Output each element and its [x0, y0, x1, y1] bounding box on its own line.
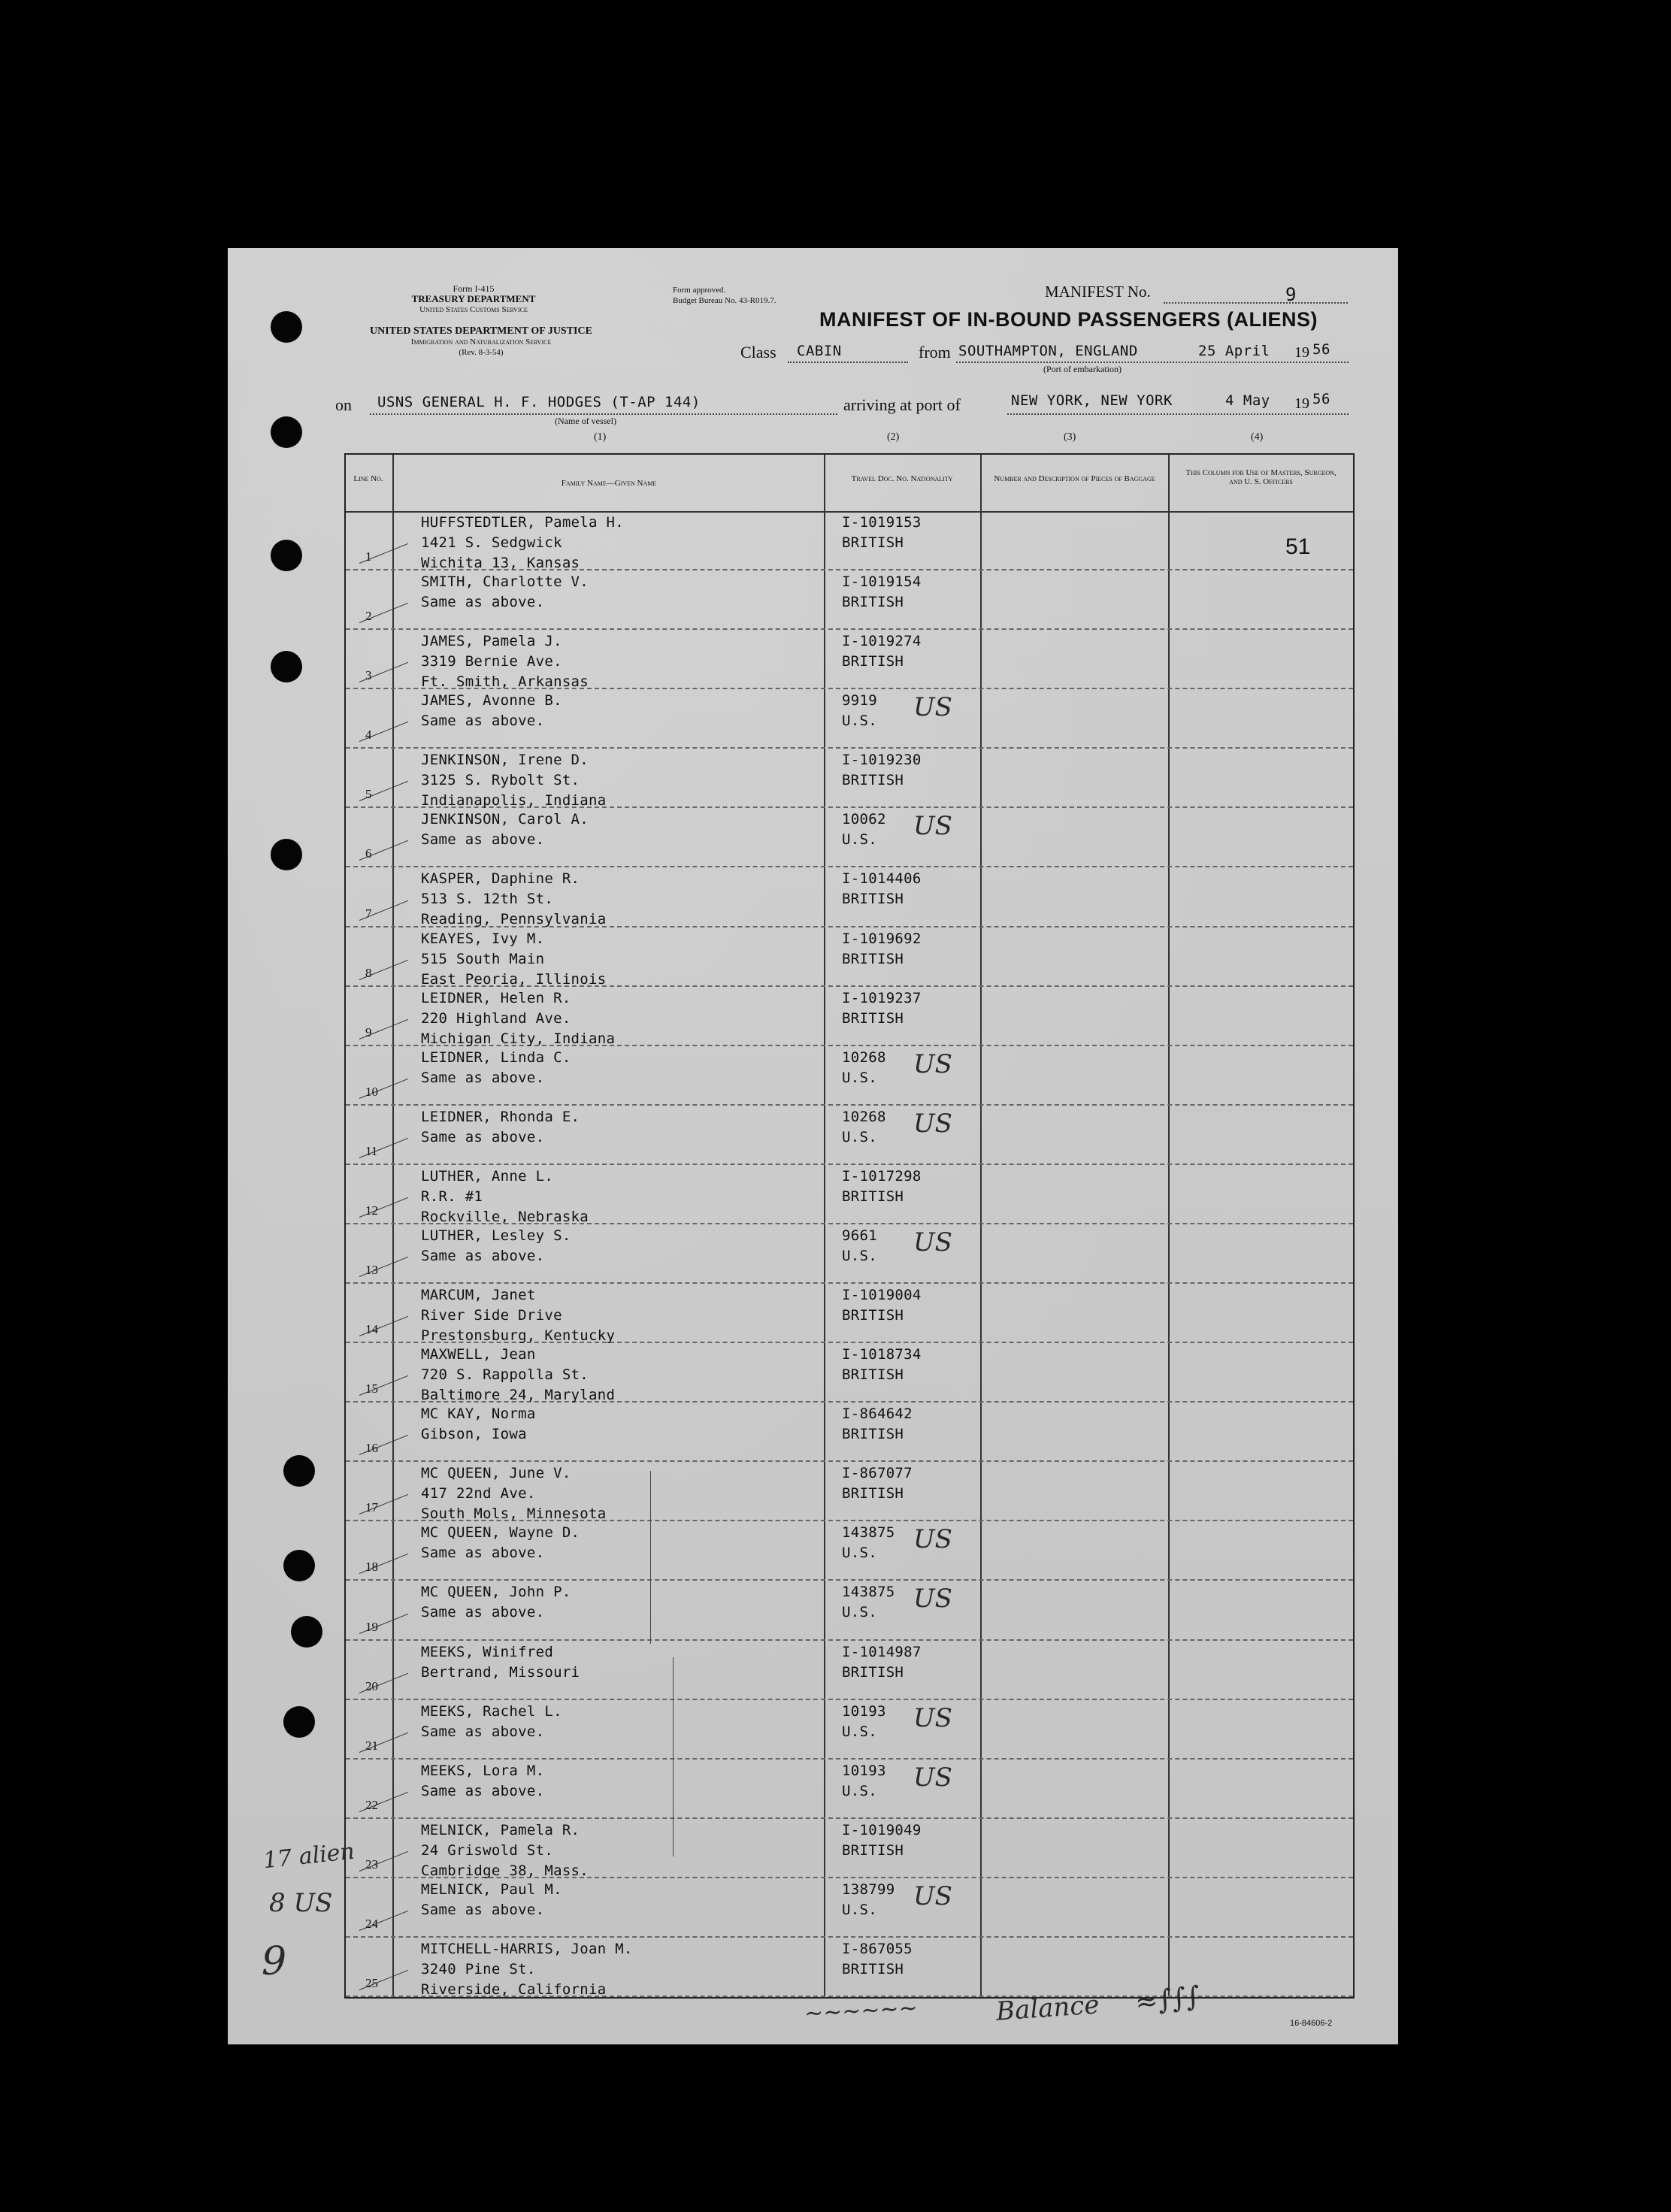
travel-doc-number: I-1019692 — [842, 930, 922, 947]
nationality: BRITISH — [842, 1009, 904, 1027]
line-number: 4 — [365, 728, 372, 743]
vessel-name: USNS GENERAL H. F. HODGES (T-AP 144) — [377, 394, 701, 410]
passenger-address-line: Prestonsburg, Kentucky — [421, 1327, 616, 1345]
table-row — [346, 1046, 1353, 1106]
margin-q-mark: 9 — [262, 1939, 287, 1984]
passenger-name: KASPER, Daphine R. — [421, 870, 580, 888]
passenger-address-line: 720 S. Rappolla St. — [421, 1366, 589, 1384]
footer-code: 16-84606-2 — [1290, 2019, 1333, 2028]
from-line — [956, 362, 1349, 363]
travel-doc-number: I-1019237 — [842, 989, 922, 1006]
passenger-name: LEIDNER, Rhonda E. — [421, 1108, 580, 1125]
passenger-address-line: 1421 S. Sedgwick — [421, 534, 562, 551]
passenger-name: KEAYES, Ivy M. — [421, 930, 545, 947]
travel-doc-number: 10268 — [842, 1108, 886, 1125]
travel-doc-number: I-867077 — [842, 1465, 913, 1482]
table-row — [346, 749, 1353, 808]
nationality: U.S. — [842, 1128, 877, 1145]
passenger-address-line: Same as above. — [421, 831, 545, 849]
nationality: U.S. — [842, 831, 877, 849]
colnum-2: (2) — [887, 431, 900, 443]
manifest-no-label: MANIFEST No. — [1045, 283, 1151, 301]
passenger-name: LUTHER, Anne L. — [421, 1167, 554, 1185]
customs-service: United States Customs Service — [419, 305, 528, 314]
travel-doc-number: I-1019230 — [842, 752, 922, 769]
class-line — [788, 362, 908, 363]
passenger-address-line: River Side Drive — [421, 1307, 562, 1324]
header-officers: This Column for Use of Masters, Surgeon, and U. S. Officers — [1185, 468, 1336, 486]
manifest-no-line — [1164, 302, 1348, 304]
table-row — [346, 987, 1353, 1046]
passenger-address-line: 3319 Bernie Ave. — [421, 653, 562, 670]
punch-hole — [271, 311, 302, 343]
embarkation-caption: (Port of embarkation) — [1043, 364, 1122, 374]
table-row — [346, 1641, 1353, 1700]
table-row — [346, 1521, 1353, 1581]
table-row — [346, 1106, 1353, 1165]
from-label: from — [919, 343, 951, 362]
table-row — [346, 1938, 1353, 1997]
nationality: BRITISH — [842, 534, 904, 551]
travel-doc-number: 9661 — [842, 1227, 877, 1244]
travel-doc-number: 10062 — [842, 811, 886, 828]
passenger-address-line: Bertrand, Missouri — [421, 1663, 580, 1681]
vessel-line — [370, 413, 837, 415]
class-value: CABIN — [797, 343, 842, 359]
line-number: 16 — [365, 1441, 378, 1456]
passenger-name: JENKINSON, Carol A. — [421, 811, 589, 828]
from-value: SOUTHAMPTON, ENGLAND — [958, 343, 1138, 359]
arrival-line — [1007, 413, 1349, 415]
passenger-address-line: 220 Highland Ave. — [421, 1009, 571, 1027]
line-number: 8 — [365, 965, 372, 980]
nationality: BRITISH — [842, 653, 904, 670]
nationality: BRITISH — [842, 1366, 904, 1384]
budget-bureau: Budget Bureau No. 43-R019.7. — [673, 296, 776, 305]
line-number: 12 — [365, 1203, 378, 1218]
punch-hole — [291, 1616, 322, 1648]
revision: (Rev. 8-3-54) — [459, 348, 504, 357]
passenger-address-line: R.R. #1 — [421, 1188, 483, 1205]
departure-year: 56 — [1312, 341, 1330, 358]
passenger-name: LEIDNER, Helen R. — [421, 989, 571, 1006]
passenger-name: SMITH, Charlotte V. — [421, 573, 589, 591]
doj-block — [331, 326, 631, 358]
line-number: 14 — [365, 1322, 378, 1337]
passenger-table — [344, 453, 1355, 1999]
departure-date: 25 April — [1198, 343, 1270, 359]
nationality: U.S. — [842, 1901, 877, 1918]
nationality: BRITISH — [842, 1663, 904, 1681]
header-baggage: Number and Description of Pieces of Baggage — [994, 474, 1155, 483]
line-number: 19 — [365, 1619, 378, 1634]
passenger-name: MC QUEEN, June V. — [421, 1465, 571, 1482]
nationality: BRITISH — [842, 950, 904, 967]
travel-doc-number: I-1019004 — [842, 1287, 922, 1304]
form-block — [383, 283, 564, 315]
passenger-address-line: 417 22nd Ave. — [421, 1485, 536, 1502]
handwritten-us-mark: US — [913, 1524, 952, 1555]
nationality: BRITISH — [842, 772, 904, 789]
footer-signature: ≈∫∫∫ — [1134, 1981, 1202, 2019]
nationality: U.S. — [842, 1723, 877, 1740]
nationality: BRITISH — [842, 1841, 904, 1859]
travel-doc-number: I-1019049 — [842, 1821, 922, 1838]
punch-hole — [283, 1706, 315, 1738]
passenger-address-line: 515 South Main — [421, 950, 545, 967]
passenger-address-line: South Mols, Minnesota — [421, 1505, 607, 1523]
doj-name: UNITED STATES DEPARTMENT OF JUSTICE — [370, 325, 592, 337]
ins-name: Immigration and Naturalization Service — [410, 337, 552, 346]
passenger-name: LUTHER, Lesley S. — [421, 1227, 571, 1244]
manifest-no: 9 — [1285, 284, 1297, 305]
arrival-port: NEW YORK, NEW YORK — [1011, 392, 1173, 409]
table-row — [346, 1878, 1353, 1938]
nationality: U.S. — [842, 1604, 877, 1621]
line-number: 11 — [365, 1143, 378, 1158]
passenger-address-line: Same as above. — [421, 1545, 545, 1562]
table-row — [346, 570, 1353, 630]
hand-line — [673, 1657, 674, 1856]
table-row — [346, 867, 1353, 927]
passenger-address-line: Same as above. — [421, 1604, 545, 1621]
travel-doc-number: 138799 — [842, 1881, 895, 1898]
passenger-address-line: Ft. Smith, Arkansas — [421, 673, 589, 691]
header-line-no: Line No. — [353, 474, 383, 483]
passenger-address-line: Same as above. — [421, 1247, 545, 1264]
passenger-name: HUFFSTEDTLER, Pamela H. — [421, 514, 624, 531]
table-row — [346, 630, 1353, 689]
passenger-address-line: Reading, Pennsylvania — [421, 911, 607, 928]
officer-note: 51 — [1285, 534, 1311, 559]
travel-doc-number: I-1019274 — [842, 633, 922, 650]
line-number: 7 — [365, 906, 372, 921]
table-row — [346, 511, 1353, 570]
passenger-address-line: Same as above. — [421, 1723, 545, 1740]
passenger-address-line: 24 Griswold St. — [421, 1841, 554, 1859]
arrival-year-prefix: 19 — [1294, 395, 1309, 412]
passenger-name: MC QUEEN, Wayne D. — [421, 1524, 580, 1542]
on-label: on — [335, 395, 352, 414]
table-row — [346, 1284, 1353, 1343]
travel-doc-number: 10193 — [842, 1762, 886, 1779]
passenger-name: MEEKS, Rachel L. — [421, 1702, 562, 1720]
punch-hole — [271, 416, 302, 448]
line-number: 2 — [365, 609, 372, 624]
line-number: 13 — [365, 1263, 378, 1278]
table-row — [346, 1165, 1353, 1224]
passenger-address-line: Same as above. — [421, 1069, 545, 1086]
table-row — [346, 927, 1353, 987]
passenger-address-line: Wichita 13, Kansas — [421, 555, 580, 571]
arrival-year: 56 — [1312, 391, 1330, 407]
passenger-address-line: Michigan City, Indiana — [421, 1030, 616, 1047]
handwritten-us-mark: US — [913, 1049, 952, 1079]
passenger-address-line: Same as above. — [421, 1782, 545, 1799]
form-approved: Form approved. — [673, 286, 726, 295]
table-row — [346, 1760, 1353, 1819]
table-row — [346, 1581, 1353, 1640]
punch-hole — [271, 651, 302, 682]
table-row — [346, 1224, 1353, 1284]
passenger-address-line: Riverside, California — [421, 1981, 607, 1998]
passenger-address-line: Cambridge 38, Mass. — [421, 1862, 589, 1879]
passenger-name: MC QUEEN, John P. — [421, 1584, 571, 1601]
departure-year-prefix: 19 — [1294, 344, 1309, 361]
arrival-date: 4 May — [1225, 392, 1270, 409]
vessel-caption: (Name of vessel) — [555, 416, 616, 426]
approval-block — [673, 285, 853, 306]
nationality: U.S. — [842, 713, 877, 730]
table-row — [346, 1819, 1353, 1878]
nationality: BRITISH — [842, 891, 904, 908]
handwritten-us-mark: US — [913, 1702, 952, 1733]
line-number: 24 — [365, 1916, 378, 1931]
handwritten-us-mark: US — [913, 1881, 952, 1911]
table-row — [346, 808, 1353, 867]
line-number: 10 — [365, 1084, 378, 1099]
nationality: U.S. — [842, 1782, 877, 1799]
handwritten-us-mark: US — [913, 1762, 952, 1793]
passenger-name: MC KAY, Norma — [421, 1406, 536, 1423]
travel-doc-number: 143875 — [842, 1584, 895, 1601]
passenger-name: MEEKS, Winifred — [421, 1643, 554, 1660]
travel-doc-number: I-1019154 — [842, 573, 922, 591]
travel-doc-number: I-1014987 — [842, 1643, 922, 1660]
treasury-department: TREASURY DEPARTMENT — [411, 293, 536, 304]
passenger-address-line: 3240 Pine St. — [421, 1960, 536, 1977]
nationality: BRITISH — [842, 1485, 904, 1502]
colnum-1: (1) — [594, 431, 607, 443]
handwritten-us-mark: US — [913, 1108, 952, 1139]
colnum-3: (3) — [1064, 431, 1076, 443]
manifest-title: MANIFEST OF IN-BOUND PASSENGERS (ALIENS) — [819, 308, 1318, 331]
passenger-address-line: Gibson, Iowa — [421, 1426, 527, 1443]
travel-doc-number: 10268 — [842, 1049, 886, 1066]
passenger-address-line: Same as above. — [421, 594, 545, 611]
travel-doc-number: I-1018734 — [842, 1346, 922, 1363]
arriving-label: arriving at port of — [843, 395, 961, 414]
line-number: 6 — [365, 846, 372, 861]
line-number: 18 — [365, 1560, 378, 1575]
travel-doc-number: I-1014406 — [842, 870, 922, 888]
header-travel-doc: Travel Doc. No. Nationality — [851, 474, 953, 483]
line-number: 5 — [365, 787, 372, 802]
line-number: 15 — [365, 1381, 378, 1396]
handwritten-us-mark: US — [913, 1227, 952, 1257]
nationality: BRITISH — [842, 594, 904, 611]
passenger-name: MITCHELL-HARRIS, Joan M. — [421, 1940, 633, 1957]
passenger-name: MELNICK, Pamela R. — [421, 1821, 580, 1838]
passenger-name: MEEKS, Lora M. — [421, 1762, 545, 1779]
travel-doc-number: I-864642 — [842, 1406, 913, 1423]
travel-doc-number: I-867055 — [842, 1940, 913, 1957]
table-row — [346, 1403, 1353, 1462]
line-number: 23 — [365, 1856, 378, 1872]
nationality: U.S. — [842, 1069, 877, 1086]
passenger-address-line: 3125 S. Rybolt St. — [421, 772, 580, 789]
line-number: 1 — [365, 549, 372, 564]
passenger-address-line: East Peoria, Illinois — [421, 970, 607, 988]
passenger-address-line: Same as above. — [421, 1128, 545, 1145]
punch-hole — [283, 1550, 315, 1581]
line-number: 20 — [365, 1678, 378, 1693]
table-row — [346, 1700, 1353, 1760]
passenger-address-line: Same as above. — [421, 713, 545, 730]
nationality: BRITISH — [842, 1188, 904, 1205]
nationality: BRITISH — [842, 1960, 904, 1977]
table-row — [346, 689, 1353, 749]
form-number: Form I-415 — [453, 283, 495, 294]
header-name: Family Name—Given Name — [561, 479, 657, 488]
hand-line — [650, 1471, 651, 1644]
passenger-name: MAXWELL, Jean — [421, 1346, 536, 1363]
colnum-4: (4) — [1251, 431, 1264, 443]
line-number: 9 — [365, 1024, 372, 1039]
nationality: U.S. — [842, 1247, 877, 1264]
passenger-address-line: Indianapolis, Indiana — [421, 792, 607, 809]
table-row — [346, 1462, 1353, 1521]
handwritten-us-mark: US — [913, 811, 952, 842]
margin-note-us: 8 US — [269, 1888, 333, 1918]
punch-hole — [283, 1455, 315, 1487]
passenger-address-line: Same as above. — [421, 1901, 545, 1918]
punch-hole — [271, 540, 302, 571]
line-number: 21 — [365, 1738, 378, 1753]
footer-balance: Balance — [994, 1990, 1100, 2027]
passenger-name: LEIDNER, Linda C. — [421, 1049, 571, 1066]
footer-scribble: ~~~~~~ — [804, 1995, 919, 2027]
travel-doc-number: I-1017298 — [842, 1167, 922, 1185]
line-number: 25 — [365, 1975, 378, 1990]
table-row — [346, 1343, 1353, 1403]
line-number: 22 — [365, 1797, 378, 1812]
travel-doc-number: 143875 — [842, 1524, 895, 1542]
passenger-address-line: Rockville, Nebraska — [421, 1208, 589, 1225]
nationality: BRITISH — [842, 1426, 904, 1443]
nationality: BRITISH — [842, 1307, 904, 1324]
nationality: U.S. — [842, 1545, 877, 1562]
line-number: 17 — [365, 1500, 378, 1515]
travel-doc-number: 9919 — [842, 692, 877, 710]
passenger-name: JENKINSON, Irene D. — [421, 752, 589, 769]
handwritten-us-mark: US — [913, 692, 952, 723]
passenger-address-line: 513 S. 12th St. — [421, 891, 554, 908]
passenger-name: JAMES, Pamela J. — [421, 633, 562, 650]
passenger-name: MARCUM, Janet — [421, 1287, 536, 1304]
line-number: 3 — [365, 668, 372, 683]
class-label: Class — [740, 343, 776, 362]
punch-hole — [271, 839, 302, 870]
travel-doc-number: I-1019153 — [842, 514, 922, 531]
margin-note-aliens: 17 alien — [262, 1838, 356, 1875]
passenger-name: JAMES, Avonne B. — [421, 692, 562, 710]
travel-doc-number: 10193 — [842, 1702, 886, 1720]
passenger-name: MELNICK, Paul M. — [421, 1881, 562, 1898]
handwritten-us-mark: US — [913, 1584, 952, 1614]
passenger-address-line: Baltimore 24, Maryland — [421, 1387, 616, 1404]
